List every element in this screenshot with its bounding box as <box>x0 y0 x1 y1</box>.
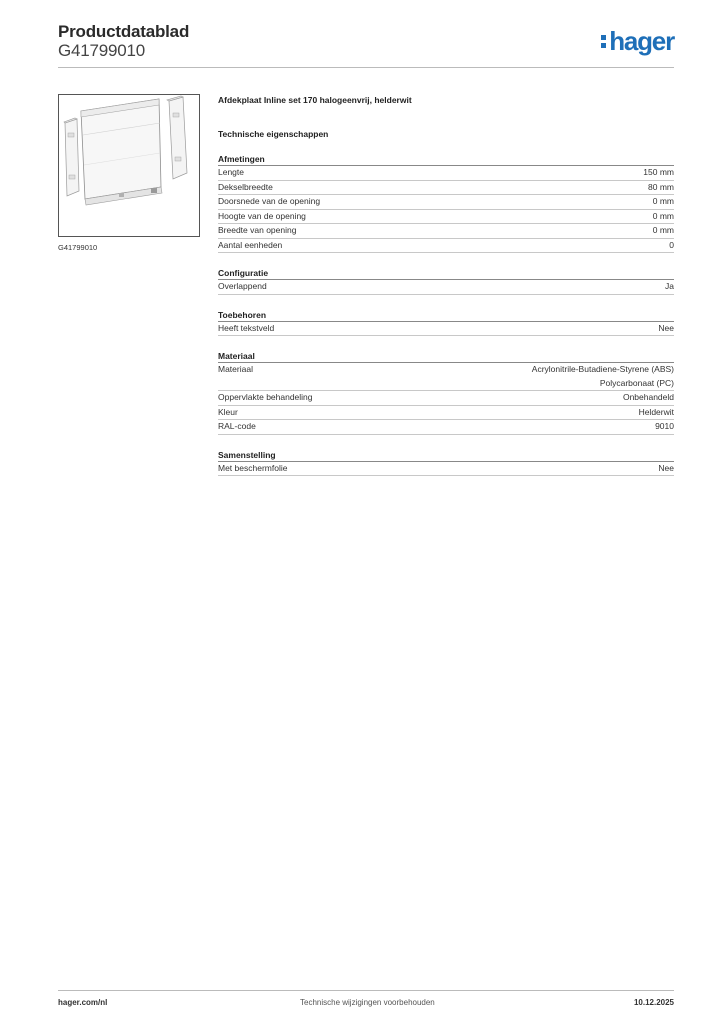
logo-dots-icon <box>601 32 607 50</box>
spec-label: Materiaal <box>218 364 253 374</box>
spec-value: Helderwit <box>638 406 674 417</box>
spec-label: Met beschermfolie <box>218 462 288 473</box>
spec-value: 150 mm <box>643 167 674 177</box>
document-article-number: G41799010 <box>58 41 146 60</box>
spec-row <box>218 224 674 239</box>
spec-row <box>218 195 674 210</box>
footer-divider <box>58 990 674 991</box>
group-configuratie <box>218 267 674 295</box>
spec-value: 9010 <box>655 421 674 431</box>
spec-value: 0 mm <box>652 196 674 206</box>
spec-row <box>218 280 674 295</box>
spec-value-line: Acrylonitrile-Butadiene-Styrene (ABS) <box>531 364 674 374</box>
product-name: Afdekplaat Inline set 170 halogeenvrij, helderwit <box>218 95 412 105</box>
spec-row <box>218 462 674 477</box>
spec-label: Heeft tekstveld <box>218 322 275 333</box>
spec-row <box>218 363 674 391</box>
section-title: Technische eigenschappen <box>218 129 329 139</box>
group-title: Toebehoren <box>218 309 674 322</box>
spec-value <box>532 363 674 390</box>
footer-notice: Technische wijzigingen voorbehouden <box>300 998 435 1007</box>
spec-row <box>218 406 674 421</box>
group-samenstelling <box>218 449 674 477</box>
group-title: Configuratie <box>218 267 674 280</box>
group-title: Afmetingen <box>218 153 674 166</box>
spec-row <box>218 322 674 337</box>
hager-logo <box>601 28 674 54</box>
spec-value: Onbehandeld <box>622 392 674 402</box>
spec-row <box>218 239 674 254</box>
spec-value-line: Polycarbonaat (PC) <box>599 377 674 388</box>
spec-label: Breedte van opening <box>218 225 297 235</box>
spec-row <box>218 391 674 406</box>
spec-row <box>218 420 674 435</box>
spec-value: 80 mm <box>648 181 674 192</box>
spec-label: Oppervlakte behandeling <box>218 392 313 402</box>
document-title: Productdatablad <box>58 22 190 41</box>
spec-value: 0 <box>669 239 674 250</box>
spec-value: Ja <box>665 281 674 291</box>
spec-row <box>218 166 674 181</box>
spec-row <box>218 210 674 225</box>
spec-value: 0 mm <box>652 210 674 221</box>
spec-label: Aantal eenheden <box>218 239 283 250</box>
spec-label: RAL-code <box>218 421 256 431</box>
page-footer <box>58 998 674 1010</box>
spec-label: Kleur <box>218 406 238 417</box>
spec-value: Nee <box>658 462 674 473</box>
footer-date: 10.12.2025 <box>633 998 674 1007</box>
spec-label: Lengte <box>218 167 244 177</box>
spec-label: Hoogte van de opening <box>218 210 306 221</box>
group-title: Materiaal <box>218 350 674 363</box>
spec-label: Dekselbreedte <box>218 181 273 192</box>
group-toebehoren <box>218 309 674 337</box>
group-afmetingen <box>218 153 674 253</box>
logo-text: hager <box>609 26 674 56</box>
spec-value: 0 mm <box>652 225 674 235</box>
header-divider <box>58 67 674 68</box>
image-caption: G41799010 <box>58 243 98 252</box>
page-header <box>58 20 674 70</box>
group-title: Samenstelling <box>218 449 674 462</box>
product-details <box>218 94 674 476</box>
cover-plate-illustration-icon <box>59 95 199 236</box>
spec-label: Doorsnede van de opening <box>218 196 321 206</box>
product-image <box>58 94 200 237</box>
group-materiaal <box>218 350 674 435</box>
spec-label: Overlappend <box>218 281 267 291</box>
spec-row <box>218 181 674 196</box>
spec-value: Nee <box>658 322 674 333</box>
footer-website-link[interactable]: hager.com/nl <box>58 998 108 1007</box>
